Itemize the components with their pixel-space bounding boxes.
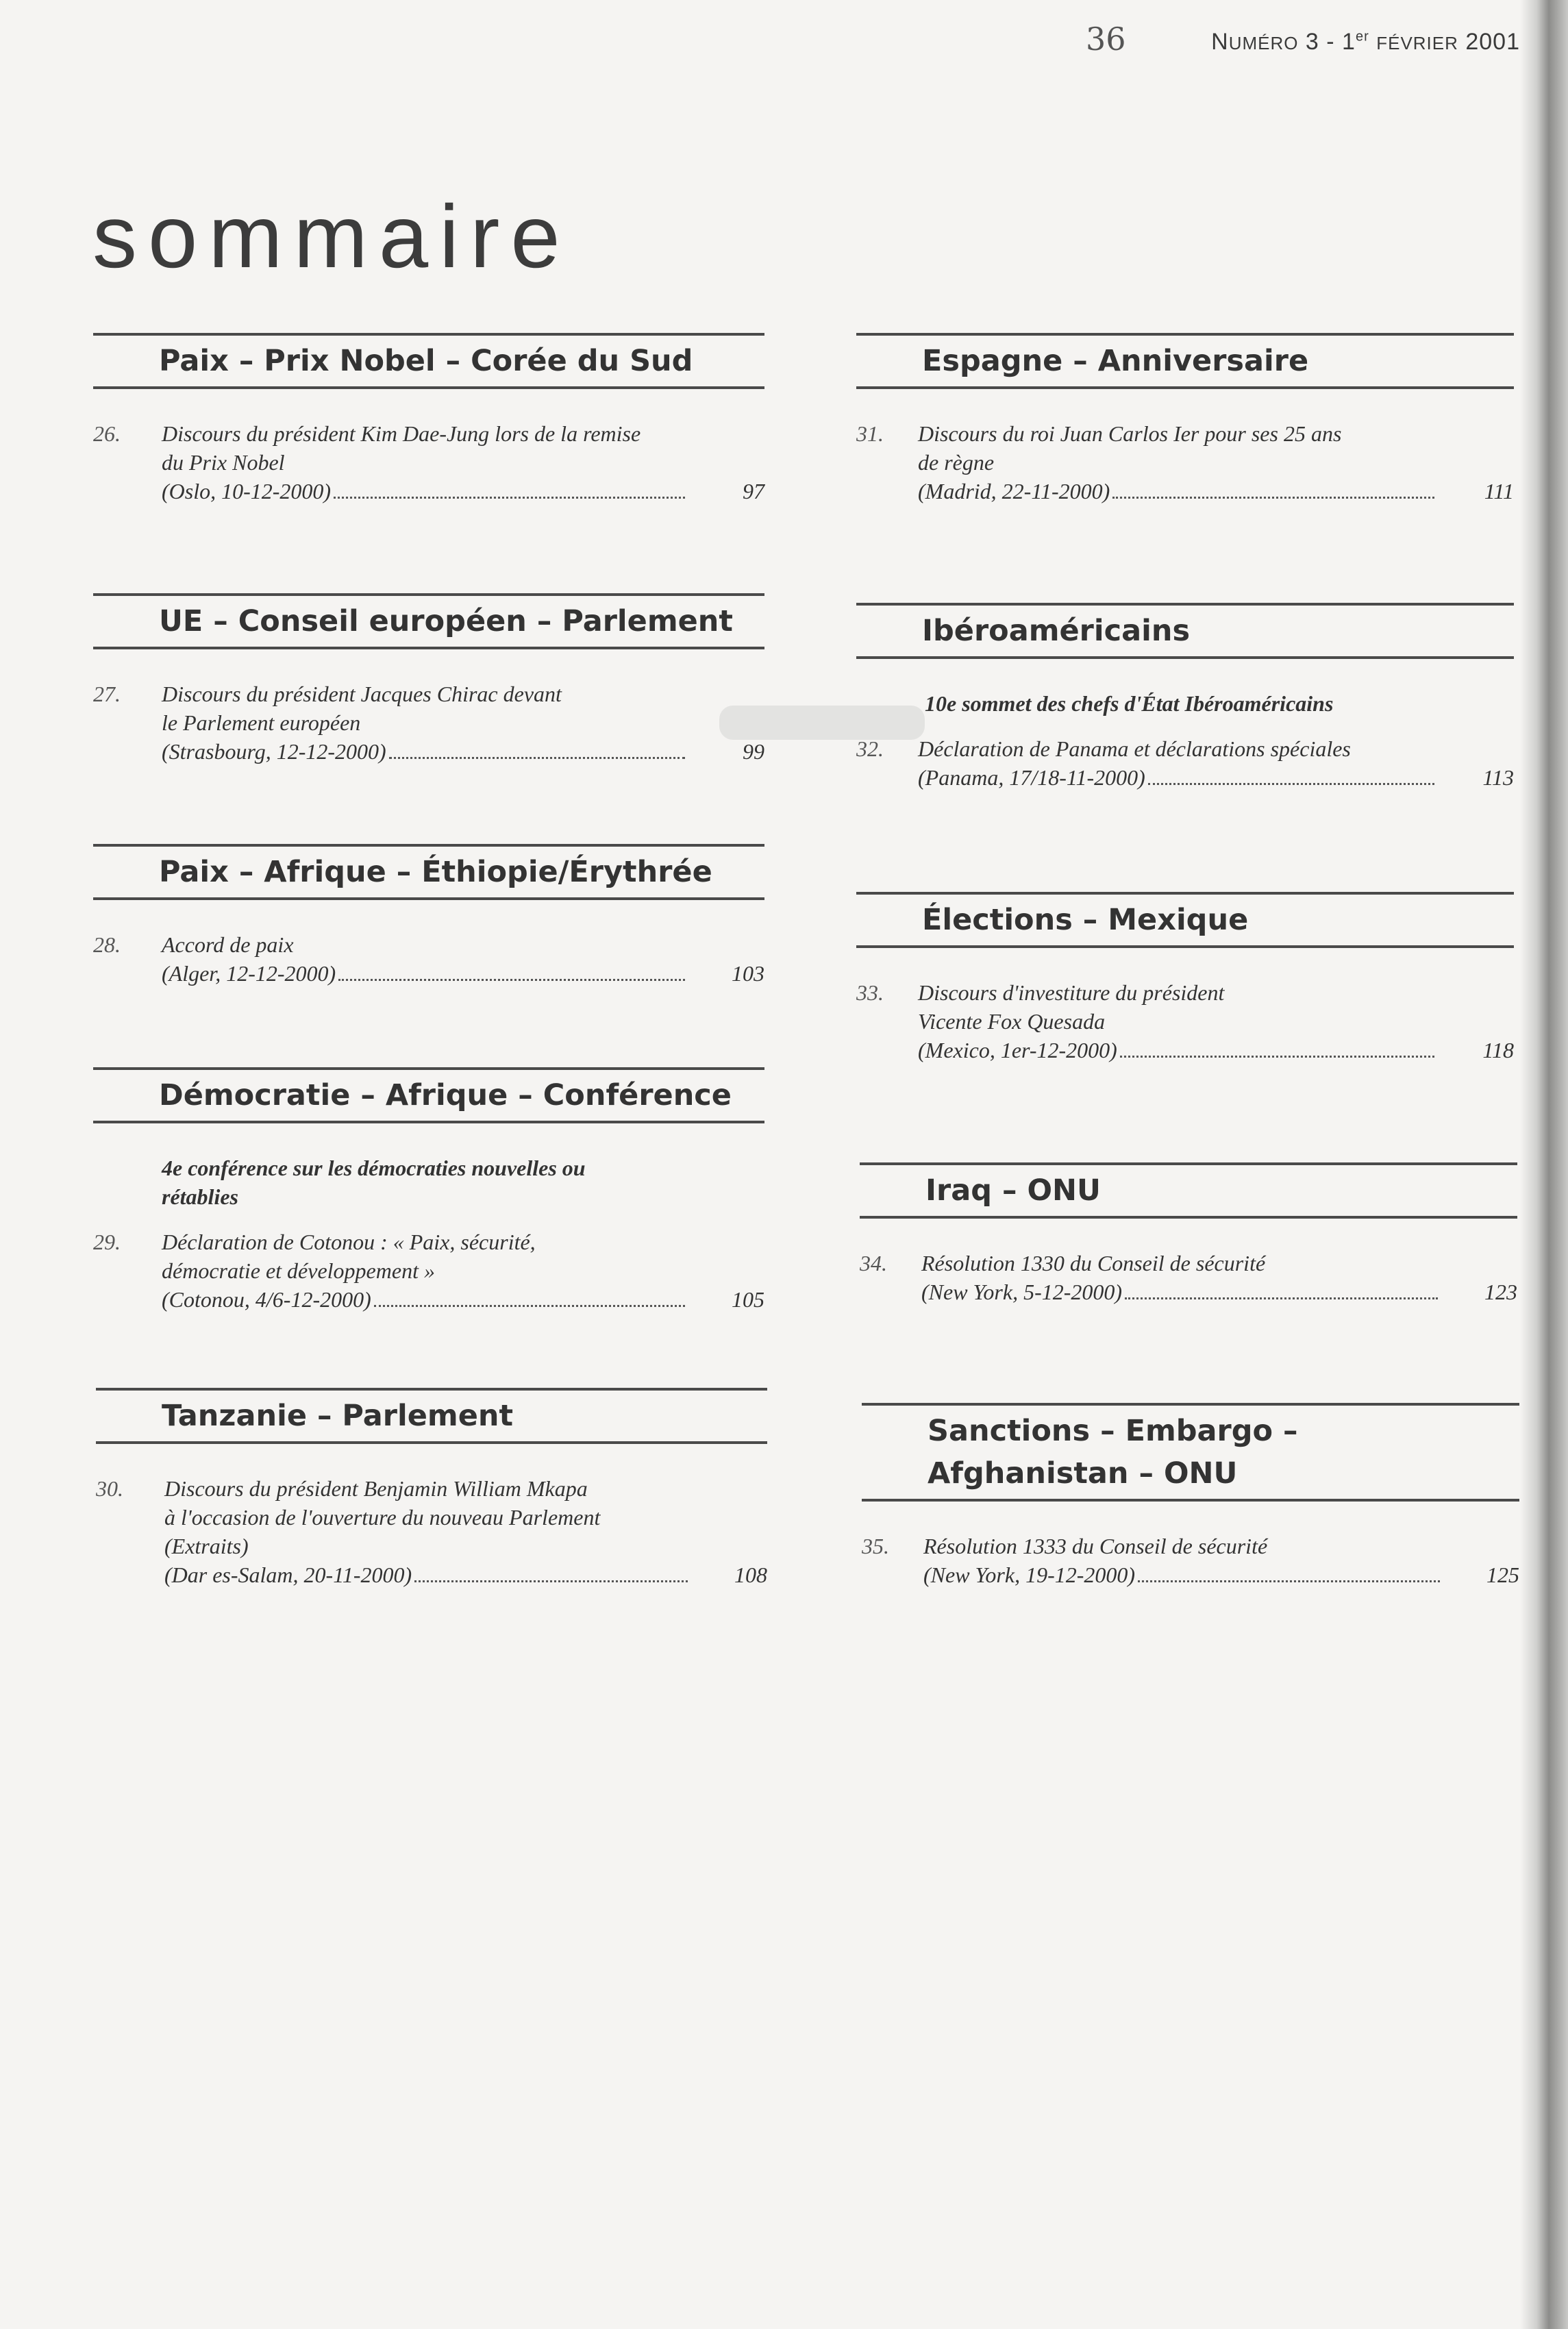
- toc-entry[interactable]: 27. Discours du président Jacques Chirac devant le Parlement européen (Strasbourg, 12-12-2000) 99: [93, 680, 764, 766]
- toc-section: [862, 1403, 1519, 1589]
- toc-section: [93, 844, 764, 988]
- page-number: 103: [732, 961, 764, 986]
- section-heading: Espagne – Anniversaire: [922, 344, 1309, 378]
- toc-entry[interactable]: 35. Résolution 1333 du Conseil de sécurité (New York, 19-12-2000) 125: [862, 1532, 1519, 1589]
- toc-entry[interactable]: 30. Discours du président Benjamin William Mkapa à l'occasion de l'ouverture du nouveau Parlement (Extraits) (Dar es-Salam, 20-11-2000) 108: [96, 1474, 767, 1589]
- toc-section: [856, 892, 1514, 1064]
- page-number: 108: [734, 1562, 767, 1587]
- issue-header: NUMÉRO 3 - 1er FÉVRIER 2001: [1211, 29, 1520, 55]
- page-number: 123: [1484, 1280, 1517, 1304]
- section-heading: UE – Conseil européen – Parlement: [159, 604, 733, 638]
- section-heading: Paix – Afrique – Éthiopie/Érythrée: [159, 855, 712, 889]
- page-number: 111: [1484, 479, 1514, 503]
- toc-entry[interactable]: 26. Discours du président Kim Dae-Jung lors de la remise du Prix Nobel (Oslo, 10-12-2000) 97: [93, 419, 764, 506]
- toc-entry[interactable]: 28. Accord de paix (Alger, 12-12-2000) 103: [93, 930, 764, 988]
- toc-section: [856, 603, 1514, 792]
- section-heading: Iraq – ONU: [925, 1173, 1101, 1208]
- toc-section: [93, 333, 764, 506]
- page-number: 125: [1486, 1562, 1519, 1587]
- page-number: 113: [1482, 765, 1514, 790]
- toc-section: [860, 1162, 1517, 1306]
- section-heading: Tanzanie – Parlement: [162, 1399, 514, 1433]
- page-number: 118: [1482, 1038, 1514, 1062]
- toc-section: [856, 333, 1514, 506]
- section-heading: Élections – Mexique: [922, 903, 1249, 937]
- toc-section: [93, 593, 764, 766]
- section-heading: Paix – Prix Nobel – Corée du Sud: [159, 344, 693, 378]
- page-number: 97: [743, 479, 764, 503]
- page-number: 99: [743, 739, 764, 764]
- section-subheading: 4e conférence sur les démocraties nouvelles ou rétablies: [162, 1156, 586, 1209]
- section-heading: Sanctions – Embargo – Afghanistan – ONU: [928, 1414, 1298, 1491]
- section-subheading: 10e sommet des chefs d'État Ibéroaméricains: [925, 691, 1334, 716]
- toc-entry[interactable]: 34. Résolution 1330 du Conseil de sécurité (New York, 5-12-2000) 123: [860, 1249, 1517, 1306]
- toc-entry[interactable]: 33. Discours d'investiture du président Vicente Fox Quesada (Mexico, 1er-12-2000) 118: [856, 978, 1514, 1064]
- toc-entry[interactable]: 32. Déclaration de Panama et déclarations spéciales (Panama, 17/18-11-2000) 113: [856, 734, 1514, 792]
- section-heading: Démocratie – Afrique – Conférence: [159, 1078, 732, 1112]
- toc-entry[interactable]: 29. Déclaration de Cotonou : « Paix, sécurité, démocratie et développement » (Cotonou, 4/6-12-2000) 105: [93, 1228, 764, 1314]
- toc-section: [93, 1067, 764, 1314]
- handwritten-page-mark: 36: [1086, 21, 1126, 58]
- page-number: 105: [732, 1287, 764, 1312]
- toc-section: [96, 1388, 767, 1589]
- toc-entry[interactable]: 31. Discours du roi Juan Carlos Ier pour ses 25 ans de règne (Madrid, 22-11-2000) 111: [856, 419, 1514, 506]
- page-title: sommaire: [92, 186, 571, 286]
- page-edge-shadow: [1520, 0, 1568, 2329]
- section-heading: Ibéroaméricains: [922, 614, 1191, 648]
